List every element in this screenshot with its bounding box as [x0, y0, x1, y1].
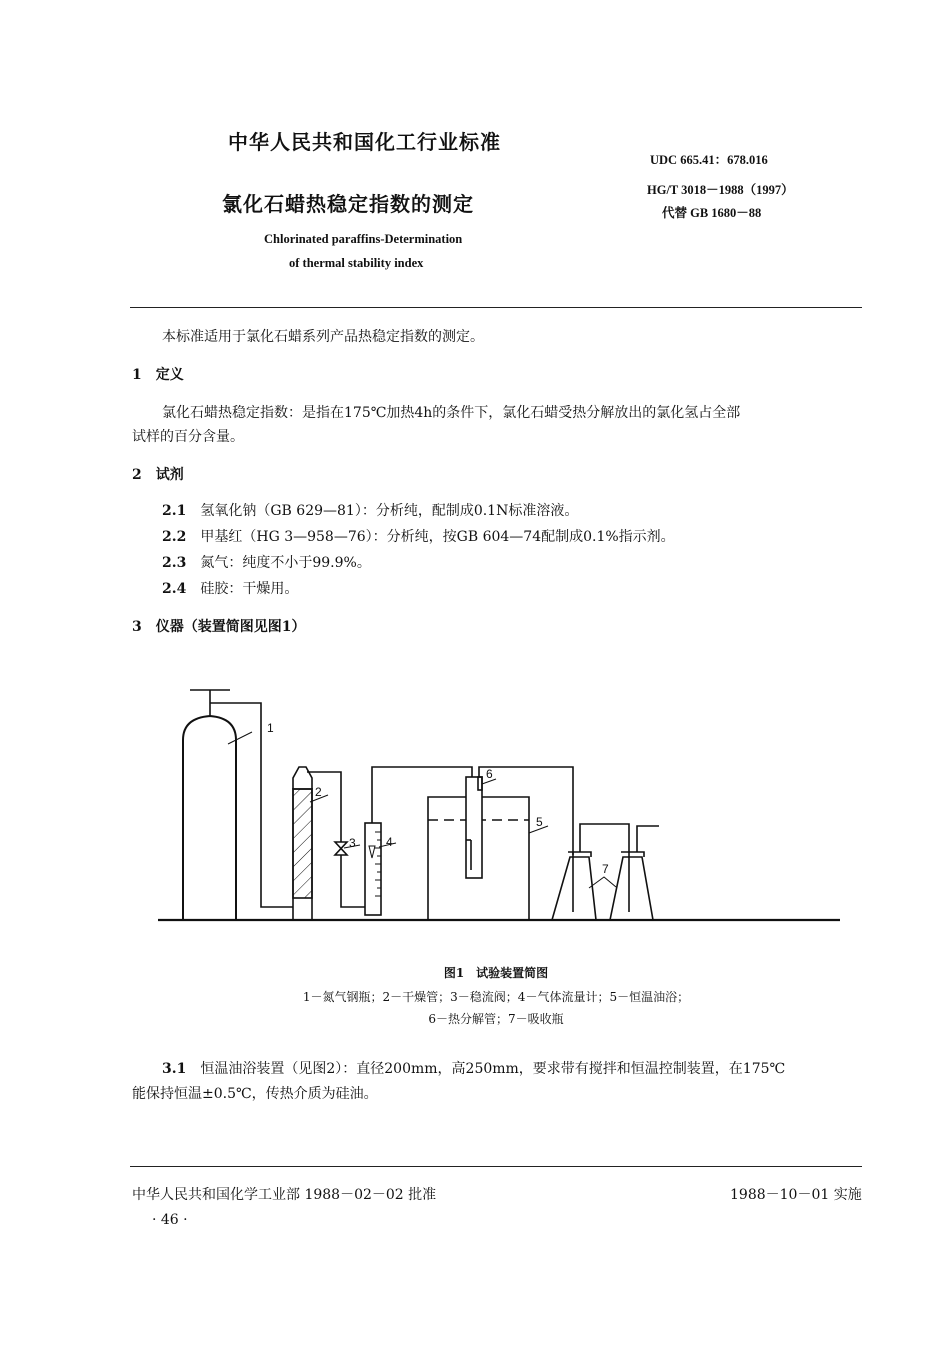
paragraph: 试样的百分含量。: [132, 429, 244, 445]
drying-tube: [293, 767, 312, 920]
figure-caption: 图1 试验装置简图: [443, 966, 549, 980]
section-title: 试剂: [155, 467, 184, 483]
valve: [335, 842, 347, 855]
label-6: 6: [486, 767, 493, 781]
item-text: 氢氧化钠（GB 629—81）：分析纯，配制成0.1N标准溶液。: [200, 503, 579, 519]
absorption-flask-2: [610, 826, 659, 920]
effective-date: 1988－10－01 实施: [730, 1187, 862, 1203]
approval-date: 中华人民共和国化学工业部 1988－02－02 批准: [132, 1187, 437, 1203]
section-number: 3: [132, 619, 142, 635]
label-4: 4: [386, 835, 393, 849]
page-number: · 46 ·: [152, 1212, 188, 1228]
item-number: 2.3: [162, 555, 187, 571]
udc-number: UDC 665.41：678.016: [650, 153, 768, 167]
title-en-2: of thermal stability index: [289, 256, 424, 270]
paragraph: 恒温油浴装置（见图2）：直径200mm，高250mm，要求带有搅拌和恒温控制装置，在175℃: [200, 1061, 786, 1077]
footer-rule: [130, 1166, 862, 1167]
decomposition-tube: [466, 777, 482, 878]
item-number: 3.1: [162, 1061, 187, 1077]
figure-legend: 1－氮气钢瓶；2－干燥管；3－稳流阀；4－气体流量计；5－恒温油浴；: [302, 990, 690, 1004]
label-2: 2: [315, 785, 322, 799]
section-number: 1: [132, 367, 142, 383]
label-7: 7: [602, 862, 609, 876]
flowmeter: [365, 823, 381, 915]
pipe: [372, 767, 472, 823]
section-title: 仪器（装置简图见图1）: [155, 619, 306, 635]
paragraph: 氯化石蜡热稳定指数：是指在175℃加热4h的条件下，氯化石蜡受热分解放出的氯化氢占全部: [162, 405, 741, 421]
label-1: 1: [267, 721, 274, 735]
nitrogen-cylinder: [183, 690, 236, 920]
replaces: 代替 GB 1680－88: [662, 206, 762, 220]
page-title: 氯化石蜡热稳定指数的测定: [222, 192, 474, 216]
pipe: [210, 703, 293, 907]
section-number: 2: [132, 467, 142, 483]
figure-legend: 6－热分解管；7－吸收瓶: [428, 1012, 564, 1026]
item-number: 2.1: [162, 503, 187, 519]
item-text: 氮气：纯度不小于99.9%。: [200, 555, 371, 571]
label-5: 5: [536, 815, 543, 829]
standard-code: HG/T 3018－1988（1997）: [647, 183, 794, 197]
item-number: 2.2: [162, 529, 187, 545]
paragraph: 能保持恒温±0.5℃，传热介质为硅油。: [132, 1086, 378, 1102]
item-text: 甲基红（HG 3—958—76）：分析纯，按GB 604—74配制成0.1%指示剂。: [200, 529, 675, 545]
title-en-1: Chlorinated paraffins-Determination: [264, 232, 463, 246]
item-number: 2.4: [162, 581, 187, 597]
section-title: 定义: [155, 367, 184, 383]
intro: 本标准适用于氯化石蜡系列产品热稳定指数的测定。: [162, 329, 484, 345]
absorption-flask-1: [552, 824, 629, 920]
label-3: 3: [349, 836, 356, 850]
standard-body: 中华人民共和国化工行业标准: [228, 130, 501, 154]
item-text: 硅胶：干燥用。: [200, 581, 299, 597]
